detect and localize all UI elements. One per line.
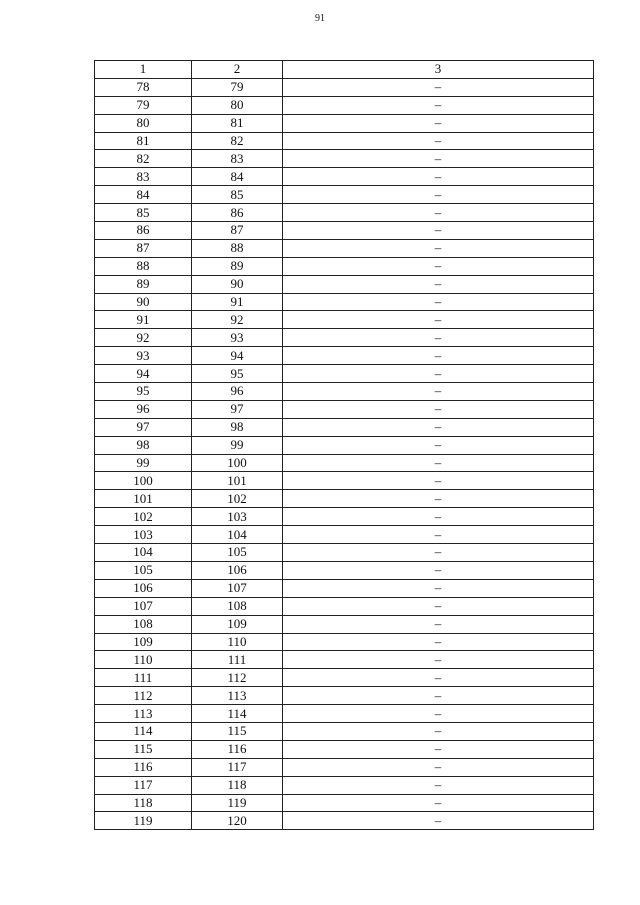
table-row (95, 132, 594, 150)
table-cell-col-3: – (283, 561, 594, 579)
table-cell-col-1: 113 (95, 705, 192, 723)
table-cell-col-1: 83 (95, 168, 192, 186)
table-cell-col-1: 86 (95, 222, 192, 240)
table-cell-col-3: – (283, 722, 594, 740)
header-row (95, 61, 594, 79)
table-cell-col-2: 116 (192, 740, 283, 758)
table-cell-col-2: 106 (192, 561, 283, 579)
table-cell-col-3: – (283, 347, 594, 365)
table-cell-col-2: 114 (192, 705, 283, 723)
table-cell-col-2: 79 (192, 78, 283, 96)
table-cell-col-2: 94 (192, 347, 283, 365)
table-header (95, 61, 594, 79)
table-cell-col-1: 103 (95, 526, 192, 544)
table-cell-col-3: – (283, 114, 594, 132)
table-cell-col-3: – (283, 669, 594, 687)
table-cell-col-2: 110 (192, 633, 283, 651)
table-cell-col-2: 90 (192, 275, 283, 293)
table-cell-col-3: – (283, 508, 594, 526)
table-cell-col-3: – (283, 705, 594, 723)
table-cell-col-2: 120 (192, 812, 283, 830)
table-cell-col-3: – (283, 78, 594, 96)
table-body (95, 78, 594, 829)
table-row (95, 418, 594, 436)
table-cell-col-3: – (283, 222, 594, 240)
table-cell-col-3: – (283, 544, 594, 562)
table-cell-col-1: 106 (95, 579, 192, 597)
table-row (95, 329, 594, 347)
table-cell-col-3: – (283, 490, 594, 508)
table-row (95, 776, 594, 794)
table-cell-col-1: 108 (95, 615, 192, 633)
table-cell-col-1: 84 (95, 186, 192, 204)
table-cell-col-2: 82 (192, 132, 283, 150)
table-cell-col-2: 80 (192, 96, 283, 114)
table-row (95, 78, 594, 96)
table-cell-col-1: 102 (95, 508, 192, 526)
table-row (95, 454, 594, 472)
table-cell-col-1: 89 (95, 275, 192, 293)
table-row (95, 204, 594, 222)
table-cell-col-2: 99 (192, 436, 283, 454)
table-cell-col-3: – (283, 132, 594, 150)
table-cell-col-1: 81 (95, 132, 192, 150)
table-cell-col-2: 97 (192, 400, 283, 418)
table-cell-col-1: 96 (95, 400, 192, 418)
table-cell-col-2: 118 (192, 776, 283, 794)
table-row (95, 239, 594, 257)
table-cell-col-3: – (283, 579, 594, 597)
table-cell-col-3: – (283, 383, 594, 401)
table-row (95, 168, 594, 186)
table-cell-col-3: – (283, 400, 594, 418)
table-cell-col-2: 92 (192, 311, 283, 329)
table-row (95, 436, 594, 454)
table-cell-col-2: 98 (192, 418, 283, 436)
table-cell-col-1: 112 (95, 687, 192, 705)
table-row (95, 561, 594, 579)
table-cell-col-2: 102 (192, 490, 283, 508)
table-cell-col-3: – (283, 472, 594, 490)
table-row (95, 365, 594, 383)
table-cell-col-1: 80 (95, 114, 192, 132)
table-cell-col-3: – (283, 257, 594, 275)
table-cell-col-1: 97 (95, 418, 192, 436)
table-cell-col-2: 100 (192, 454, 283, 472)
table-cell-col-3: – (283, 740, 594, 758)
table-row (95, 311, 594, 329)
table-row (95, 544, 594, 562)
table-cell-col-2: 96 (192, 383, 283, 401)
table-cell-col-2: 111 (192, 651, 283, 669)
table-cell-col-3: – (283, 311, 594, 329)
table-cell-col-1: 110 (95, 651, 192, 669)
table-cell-col-3: – (283, 418, 594, 436)
table-row (95, 96, 594, 114)
table-cell-col-2: 88 (192, 239, 283, 257)
table-row (95, 740, 594, 758)
table-cell-col-1: 101 (95, 490, 192, 508)
table-cell-col-3: – (283, 329, 594, 347)
page-number: 91 (315, 13, 325, 24)
table-cell-col-1: 79 (95, 96, 192, 114)
table-cell-col-3: – (283, 812, 594, 830)
table-cell-col-1: 93 (95, 347, 192, 365)
table-cell-col-3: – (283, 526, 594, 544)
table-cell-col-1: 98 (95, 436, 192, 454)
table-cell-col-3: – (283, 687, 594, 705)
table-cell-col-2: 105 (192, 544, 283, 562)
table-cell-col-1: 104 (95, 544, 192, 562)
table-cell-col-3: – (283, 436, 594, 454)
table-cell-col-3: – (283, 776, 594, 794)
table-cell-col-1: 87 (95, 239, 192, 257)
table-cell-col-1: 78 (95, 78, 192, 96)
table-cell-col-1: 109 (95, 633, 192, 651)
table-row (95, 651, 594, 669)
table-cell-col-1: 92 (95, 329, 192, 347)
table-row (95, 812, 594, 830)
table-cell-col-1: 82 (95, 150, 192, 168)
table-cell-col-2: 85 (192, 186, 283, 204)
table-row (95, 758, 594, 776)
table-row (95, 293, 594, 311)
table-row (95, 597, 594, 615)
table-row (95, 508, 594, 526)
table-cell-col-1: 91 (95, 311, 192, 329)
table-row (95, 490, 594, 508)
column-header-2: 2 (192, 61, 283, 79)
table-cell-col-2: 115 (192, 722, 283, 740)
table-cell-col-2: 112 (192, 669, 283, 687)
table-row (95, 222, 594, 240)
table-cell-col-2: 86 (192, 204, 283, 222)
table-row (95, 705, 594, 723)
table-cell-col-2: 83 (192, 150, 283, 168)
table-cell-col-1: 85 (95, 204, 192, 222)
table-row (95, 186, 594, 204)
table-cell-col-1: 111 (95, 669, 192, 687)
table-cell-col-1: 116 (95, 758, 192, 776)
table-cell-col-2: 87 (192, 222, 283, 240)
table-row (95, 669, 594, 687)
table-row (95, 275, 594, 293)
table-cell-col-3: – (283, 758, 594, 776)
table-cell-col-1: 114 (95, 722, 192, 740)
table-cell-col-3: – (283, 633, 594, 651)
table-cell-col-3: – (283, 186, 594, 204)
table-cell-col-3: – (283, 365, 594, 383)
table-cell-col-3: – (283, 651, 594, 669)
table-cell-col-2: 103 (192, 508, 283, 526)
table-cell-col-2: 101 (192, 472, 283, 490)
table-row (95, 633, 594, 651)
table-cell-col-1: 118 (95, 794, 192, 812)
table-cell-col-2: 119 (192, 794, 283, 812)
table-row (95, 257, 594, 275)
table-cell-col-2: 89 (192, 257, 283, 275)
table-row (95, 472, 594, 490)
data-table (94, 60, 594, 830)
table-cell-col-2: 84 (192, 168, 283, 186)
table-cell-col-3: – (283, 239, 594, 257)
table-cell-col-1: 100 (95, 472, 192, 490)
table-row (95, 526, 594, 544)
table-cell-col-3: – (283, 454, 594, 472)
table-cell-col-2: 109 (192, 615, 283, 633)
table-row (95, 579, 594, 597)
column-header-1: 1 (95, 61, 192, 79)
table-row (95, 400, 594, 418)
column-header-3: 3 (283, 61, 594, 79)
table-cell-col-1: 115 (95, 740, 192, 758)
table-cell-col-1: 107 (95, 597, 192, 615)
table-cell-col-2: 108 (192, 597, 283, 615)
table-cell-col-3: – (283, 275, 594, 293)
table-cell-col-3: – (283, 597, 594, 615)
table-cell-col-1: 94 (95, 365, 192, 383)
table-row (95, 383, 594, 401)
table-row (95, 687, 594, 705)
table-cell-col-1: 99 (95, 454, 192, 472)
table-cell-col-3: – (283, 293, 594, 311)
table-cell-col-1: 95 (95, 383, 192, 401)
table-cell-col-1: 90 (95, 293, 192, 311)
table-cell-col-3: – (283, 96, 594, 114)
table-row (95, 794, 594, 812)
table-cell-col-2: 93 (192, 329, 283, 347)
table-cell-col-3: – (283, 794, 594, 812)
table-cell-col-1: 105 (95, 561, 192, 579)
table-row (95, 722, 594, 740)
table-row (95, 150, 594, 168)
table-row (95, 615, 594, 633)
table-cell-col-3: – (283, 150, 594, 168)
table-cell-col-1: 119 (95, 812, 192, 830)
table-cell-col-2: 81 (192, 114, 283, 132)
table-cell-col-2: 107 (192, 579, 283, 597)
table-cell-col-2: 95 (192, 365, 283, 383)
table-cell-col-1: 88 (95, 257, 192, 275)
table-cell-col-3: – (283, 615, 594, 633)
table-cell-col-1: 117 (95, 776, 192, 794)
table-cell-col-2: 91 (192, 293, 283, 311)
table-cell-col-3: – (283, 204, 594, 222)
table-row (95, 347, 594, 365)
table-cell-col-3: – (283, 168, 594, 186)
table-cell-col-2: 104 (192, 526, 283, 544)
table-cell-col-2: 117 (192, 758, 283, 776)
table-cell-col-2: 113 (192, 687, 283, 705)
table-row (95, 114, 594, 132)
